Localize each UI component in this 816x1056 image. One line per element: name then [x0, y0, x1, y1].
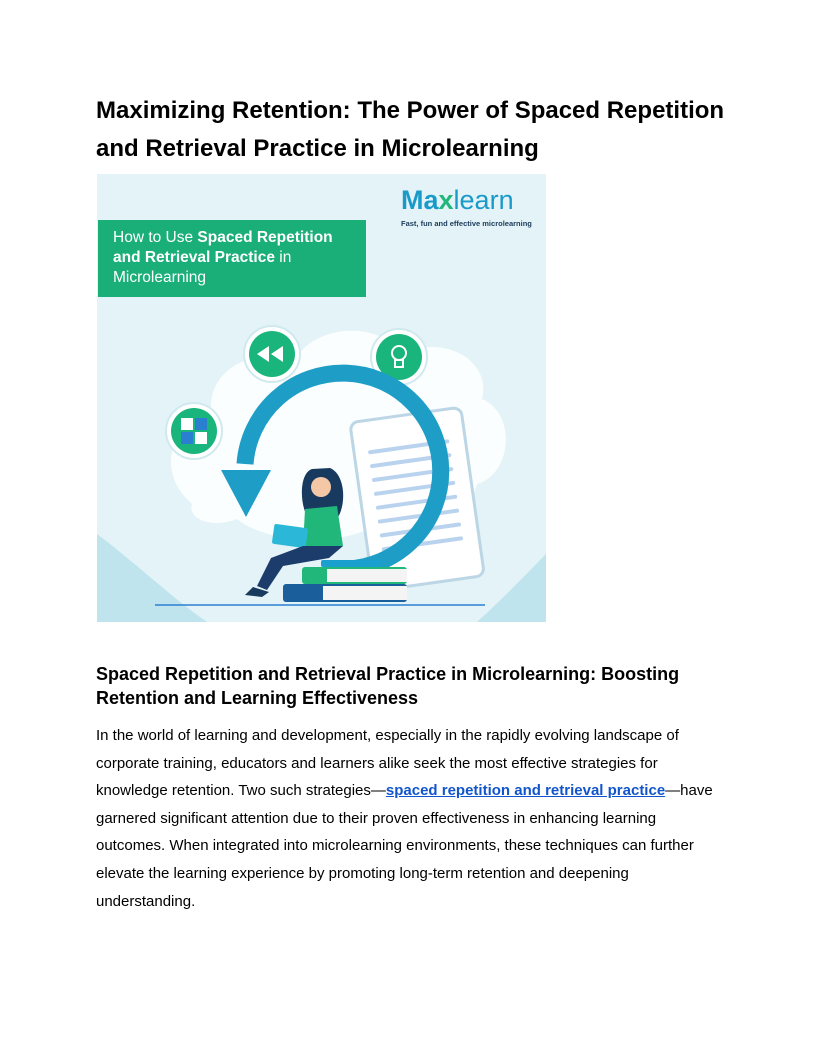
- banner-line-1: How to Use Spaced Repetition: [113, 229, 333, 246]
- paragraph-text-start: In the world of learning and development, especially in the rapidly evolving landscape of corporate training, educators and learners alike seek the most effective strategies for knowledge retention. Two such strategies—: [96, 727, 679, 800]
- banner-line-3: Microlearning: [113, 269, 207, 286]
- logo-wordmark: Maxlearn: [401, 185, 514, 215]
- spaced-repetition-link[interactable]: spaced repetition and retrieval practice: [385, 782, 666, 800]
- paragraph-text-end: —have garnered significant attention due to their proven effectiveness in enhancing learning outcomes. When integrated into microlearning environments, these techniques can further elevate the learning experience by promoting long-term retention and deepening understanding.: [96, 782, 713, 910]
- body-paragraph: [96, 722, 724, 915]
- hero-illustration: [97, 174, 546, 622]
- section-heading: Spaced Repetition and Retrieval Practice in Microlearning: Boosting Retention and Learning Effectiveness: [96, 664, 680, 708]
- book-top: [321, 560, 381, 567]
- puzzle-icon: [171, 408, 217, 454]
- logo-tagline: Fast, fun and effective microlearning: [401, 219, 532, 228]
- page-title: Maximizing Retention: The Power of Spaced Repetition and Retrieval Practice in Microlearning: [96, 97, 725, 162]
- banner-line-2: and Retrieval Practice in: [113, 249, 292, 266]
